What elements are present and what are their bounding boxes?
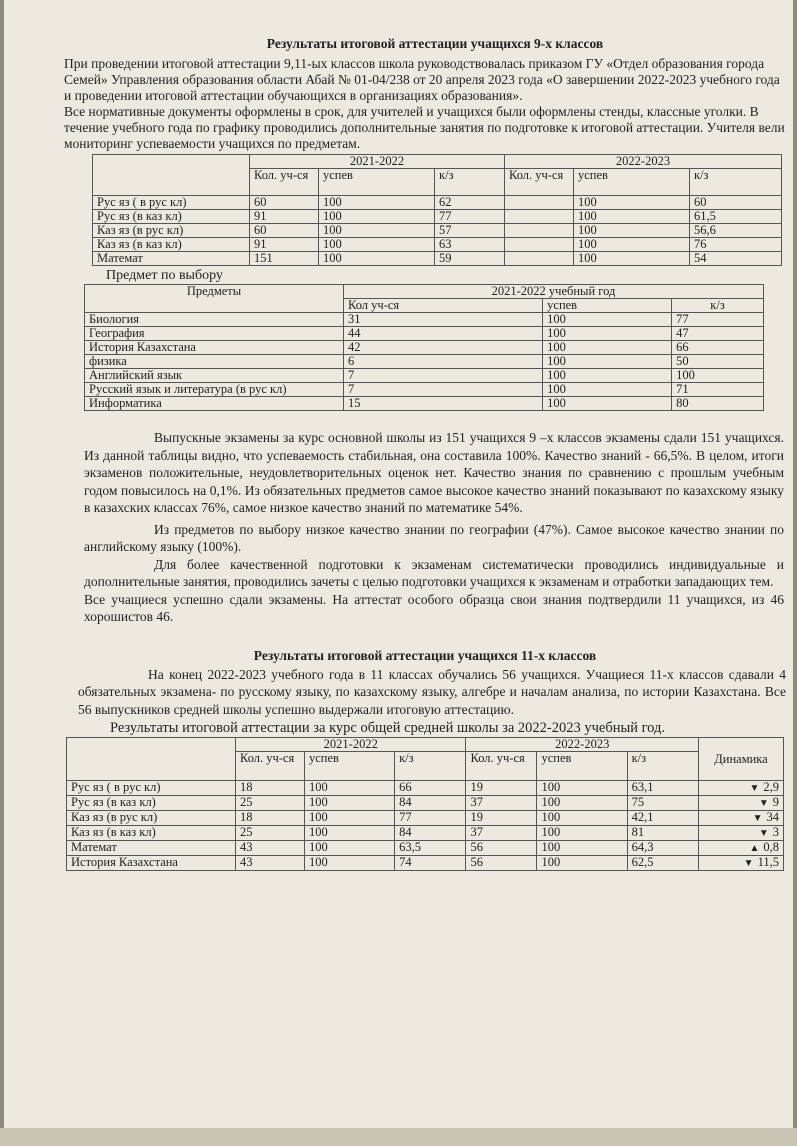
cell-dynamics (699, 796, 784, 811)
cell-kz: 100 (672, 369, 764, 383)
cell-count-1: 43 (236, 841, 305, 856)
cell-pass-1: 100 (305, 856, 395, 871)
header-count-2: Кол. уч-ся (466, 752, 537, 781)
table-row (67, 841, 784, 856)
cell-count: 7 (344, 383, 543, 397)
cell-pass: 100 (543, 355, 672, 369)
header-dynamics: Динамика (699, 738, 784, 781)
arrow-down-icon: ▼ (743, 858, 754, 869)
cell-count-1: 18 (236, 811, 305, 826)
cell-pass-2: 100 (537, 796, 627, 811)
cell-count-2: 19 (466, 811, 537, 826)
cell-pass-1: 100 (305, 796, 395, 811)
cell-subject: География (85, 327, 344, 341)
header-year-2021-2022: 2021-2022 (250, 155, 505, 169)
cell-kz-1: 84 (395, 826, 466, 841)
table-row (85, 341, 764, 355)
header-subjects: Предметы (85, 285, 344, 313)
table-row (67, 796, 784, 811)
cell-kz-2: 64,3 (627, 841, 698, 856)
cell-subject: Рус яз (в каз кл) (67, 796, 236, 811)
cell-pass-2: 100 (573, 224, 689, 238)
table-header-row (85, 285, 764, 299)
cell-pass-1: 100 (319, 238, 435, 252)
header-pass-2: успев (537, 752, 627, 781)
header-count-1: Кол. уч-ся (250, 169, 319, 196)
cell-kz: 47 (672, 327, 764, 341)
analysis-paragraph-1: Выпускные экзамены за курс основной школы из 151 учащихся 9 –х классов экзамены сдали 151 учащихся. Из данной таблицы видно, что успеваемость стабильная, она составила 100%. Качество знаний - 66,5%. В целом, итоги экзаменов положительные, неудовлетворительных оценок нет. Качество знания по сравнению с прошлым учебным годом повысилось на 0,1%. Из обязательных предметов самое высокое качество знаний показывают по казахскому языку в казахских классах 76%, самое низкое качество знаний по математике 54%. (84, 430, 784, 515)
analysis-section (84, 429, 784, 626)
cell-kz-2: 42,1 (627, 811, 698, 826)
header-year-2021-2022: 2021-2022 (236, 738, 466, 752)
header-kz-1: к/з (395, 752, 466, 781)
cell-count-2: 37 (466, 826, 537, 841)
cell-count-1: 151 (250, 252, 319, 266)
cell-count-1: 91 (250, 238, 319, 252)
cell-count-1: 25 (236, 826, 305, 841)
cell-count-1: 18 (236, 781, 305, 796)
table-row (85, 369, 764, 383)
header-count-1: Кол. уч-ся (236, 752, 305, 781)
cell-count: 31 (344, 313, 543, 327)
arrow-down-icon: ▼ (758, 798, 769, 809)
dynamics-value: 0,8 (763, 840, 779, 854)
cell-count-2 (504, 196, 573, 210)
cell-dynamics (699, 781, 784, 796)
table-row (85, 327, 764, 341)
cell-subject: Математ (67, 841, 236, 856)
cell-subject: Русский язык и литература (в рус кл) (85, 383, 344, 397)
table-row (67, 826, 784, 841)
cell-count-2 (504, 224, 573, 238)
table-header-row (93, 155, 782, 169)
cell-count: 6 (344, 355, 543, 369)
header-pass-2: успев (573, 169, 689, 196)
cell-pass-2: 100 (537, 856, 627, 871)
table-11th-caption: Результаты итоговой аттестации за курс общей средней школы за 2022-2023 учебный год. (110, 720, 666, 736)
cell-count-2 (504, 238, 573, 252)
cell-subject: Каз яз (в каз кл) (93, 238, 250, 252)
cell-subject: История Казахстана (85, 341, 344, 355)
cell-count: 42 (344, 341, 543, 355)
cell-count-2 (504, 252, 573, 266)
cell-count: 44 (344, 327, 543, 341)
cell-kz-1: 63 (435, 238, 505, 252)
cell-count-2 (504, 210, 573, 224)
table-row (67, 856, 784, 871)
cell-kz-1: 74 (395, 856, 466, 871)
cell-kz-1: 66 (395, 781, 466, 796)
header-count-2: Кол. уч-ся (504, 169, 573, 196)
cell-dynamics (699, 826, 784, 841)
header-kz-2: к/з (690, 169, 782, 196)
cell-pass: 100 (543, 341, 672, 355)
table-row (93, 238, 782, 252)
header-kz-2: к/з (627, 752, 698, 781)
analysis-paragraph-3: Для более качественной подготовки к экзаменам систематически проводились индивидуальные и дополнительные занятия, проводились зачеты с целью подготовки учащихся к экзаменам и отработки западающих тем. (84, 556, 784, 589)
intro-paragraph-2: Все нормативные документы оформлены в срок, для учителей и учащихся были оформлены стенды, классные уголки. В течение учебного года по графику проводились дополнительные занятия по подготовке к итоговой аттестации. Учителя вели мониторинг успеваемости учащихся по предметам. (64, 104, 785, 151)
cell-subject: Математ (93, 252, 250, 266)
analysis-paragraph-2: Из предметов по выбору низкое качество знании по географии (47%). Самое высокое качество знании по английскому языку (100%). (84, 521, 784, 554)
cell-count: 15 (344, 397, 543, 411)
cell-pass-2: 100 (573, 210, 689, 224)
cell-subject: История Казахстана (67, 856, 236, 871)
cell-kz-1: 59 (435, 252, 505, 266)
cell-subject: Каз яз (в рус кл) (67, 811, 236, 826)
arrow-down-icon: ▼ (749, 783, 760, 794)
cell-kz: 80 (672, 397, 764, 411)
table-row (67, 781, 784, 796)
arrow-down-icon: ▼ (758, 828, 769, 839)
cell-kz-2: 61,5 (690, 210, 782, 224)
analysis-paragraph-4: Все учащиеся успешно сдали экзамены. На аттестат особого образца свои знания подтвердили 11 учащихся, из 46 хорошистов 46. (84, 591, 784, 624)
dynamics-value: 2,9 (763, 780, 779, 794)
cell-kz: 50 (672, 355, 764, 369)
table-row (67, 811, 784, 826)
cell-count-1: 91 (250, 210, 319, 224)
cell-pass-2: 100 (537, 826, 627, 841)
cell-pass-1: 100 (319, 224, 435, 238)
cell-count-1: 60 (250, 224, 319, 238)
cell-subject: Биология (85, 313, 344, 327)
table-row (93, 210, 782, 224)
cell-subject: Информатика (85, 397, 344, 411)
header-kz: к/з (672, 299, 764, 313)
header-pass-1: успев (319, 169, 435, 196)
cell-subject: физика (85, 355, 344, 369)
cell-kz-2: 56,6 (690, 224, 782, 238)
cell-kz-1: 57 (435, 224, 505, 238)
elective-caption: Предмет по выбору (106, 268, 223, 283)
cell-pass-1: 100 (305, 841, 395, 856)
cell-kz-2: 54 (690, 252, 782, 266)
header-subject (67, 738, 236, 781)
cell-kz-1: 84 (395, 796, 466, 811)
desk-surface (0, 1128, 797, 1146)
cell-pass-2: 100 (537, 781, 627, 796)
title-9th-grade: Результаты итоговой аттестации учащихся 9-х классов (266, 36, 604, 51)
cell-kz-2: 75 (627, 796, 698, 811)
cell-kz-1: 77 (395, 811, 466, 826)
table-row (93, 224, 782, 238)
dynamics-value: 34 (766, 810, 779, 824)
header-year-2022-2023: 2022-2023 (504, 155, 781, 169)
cell-dynamics (699, 856, 784, 871)
header-year-2022-2023: 2022-2023 (466, 738, 699, 752)
cell-count-1: 60 (250, 196, 319, 210)
cell-kz-1: 62 (435, 196, 505, 210)
cell-pass-1: 100 (319, 210, 435, 224)
cell-pass-1: 100 (305, 826, 395, 841)
cell-count: 7 (344, 369, 543, 383)
header-kz-1: к/з (435, 169, 505, 196)
dynamics-value: 3 (772, 825, 779, 839)
cell-pass-1: 100 (305, 781, 395, 796)
table-row (85, 355, 764, 369)
arrow-up-icon: ▲ (749, 843, 760, 854)
intro-section (64, 56, 786, 152)
cell-pass-1: 100 (319, 252, 435, 266)
dynamics-value: 11,5 (757, 855, 779, 869)
header-count: Кол уч-ся (344, 299, 543, 313)
cell-kz: 71 (672, 383, 764, 397)
table-row (93, 196, 782, 210)
cell-pass: 100 (543, 383, 672, 397)
header-subject (93, 155, 250, 196)
paragraph-11th-grade: На конец 2022-2023 учебного года в 11 классах обучались 56 учащихся. Учащиеся 11-х классов сдавали 4 обязательных экзамена- по русскому языку, по казахскому языку, алгебре и началам анализа, по истории Казахстана. Все 56 выпускников средней школы успешно выдержали итоговую аттестацию. (78, 666, 786, 717)
cell-pass: 100 (543, 369, 672, 383)
cell-count-2: 37 (466, 796, 537, 811)
cell-dynamics (699, 811, 784, 826)
cell-pass-2: 100 (573, 252, 689, 266)
cell-kz: 77 (672, 313, 764, 327)
cell-kz-2: 62,5 (627, 856, 698, 871)
cell-count-2: 19 (466, 781, 537, 796)
header-pass-1: успев (305, 752, 395, 781)
table-row (93, 252, 782, 266)
cell-kz: 66 (672, 341, 764, 355)
table-row (85, 397, 764, 411)
cell-pass-2: 100 (537, 841, 627, 856)
table-row (85, 313, 764, 327)
cell-pass: 100 (543, 327, 672, 341)
dynamics-value: 9 (772, 795, 779, 809)
cell-kz-2: 63,1 (627, 781, 698, 796)
cell-count-2: 56 (466, 856, 537, 871)
cell-subject: Рус яз ( в рус кл) (93, 196, 250, 210)
table-row (85, 383, 764, 397)
cell-subject: Английский язык (85, 369, 344, 383)
cell-count-2: 56 (466, 841, 537, 856)
cell-pass-2: 100 (573, 196, 689, 210)
cell-kz-1: 77 (435, 210, 505, 224)
cell-kz-2: 76 (690, 238, 782, 252)
cell-pass-2: 100 (573, 238, 689, 252)
cell-pass-1: 100 (319, 196, 435, 210)
cell-count-1: 25 (236, 796, 305, 811)
cell-kz-2: 81 (627, 826, 698, 841)
cell-subject: Каз яз (в рус кл) (93, 224, 250, 238)
cell-kz-2: 60 (690, 196, 782, 210)
cell-kz-1: 63,5 (395, 841, 466, 856)
table-9th-grade (92, 154, 782, 266)
cell-count-1: 43 (236, 856, 305, 871)
cell-subject: Рус яз (в каз кл) (93, 210, 250, 224)
table-elective (84, 284, 764, 411)
cell-dynamics (699, 841, 784, 856)
title-11th-grade: Результаты итоговой аттестации учащихся 11-х классов (253, 647, 597, 663)
table-11th-grade (66, 737, 784, 871)
cell-subject: Рус яз ( в рус кл) (67, 781, 236, 796)
table-header-row (67, 738, 784, 752)
cell-pass-1: 100 (305, 811, 395, 826)
header-pass: успев (543, 299, 672, 313)
cell-pass-2: 100 (537, 811, 627, 826)
document-content (64, 36, 786, 871)
header-year: 2021-2022 учебный год (344, 285, 764, 299)
cell-pass: 100 (543, 313, 672, 327)
document-page (4, 0, 793, 1132)
cell-subject: Каз яз (в каз кл) (67, 826, 236, 841)
arrow-down-icon: ▼ (752, 813, 763, 824)
intro-paragraph-1: При проведении итоговой аттестации 9,11-ых классов школа руководствовалась приказом ГУ «Отдел образования города Семей» Управления образования области Абай № 01-04/238 от 20 апреля 2023 года «О завершении 2022-2023 учебного года и проведении итоговой аттестации обучающихся в организациях образования». (64, 56, 780, 103)
cell-pass: 100 (543, 397, 672, 411)
